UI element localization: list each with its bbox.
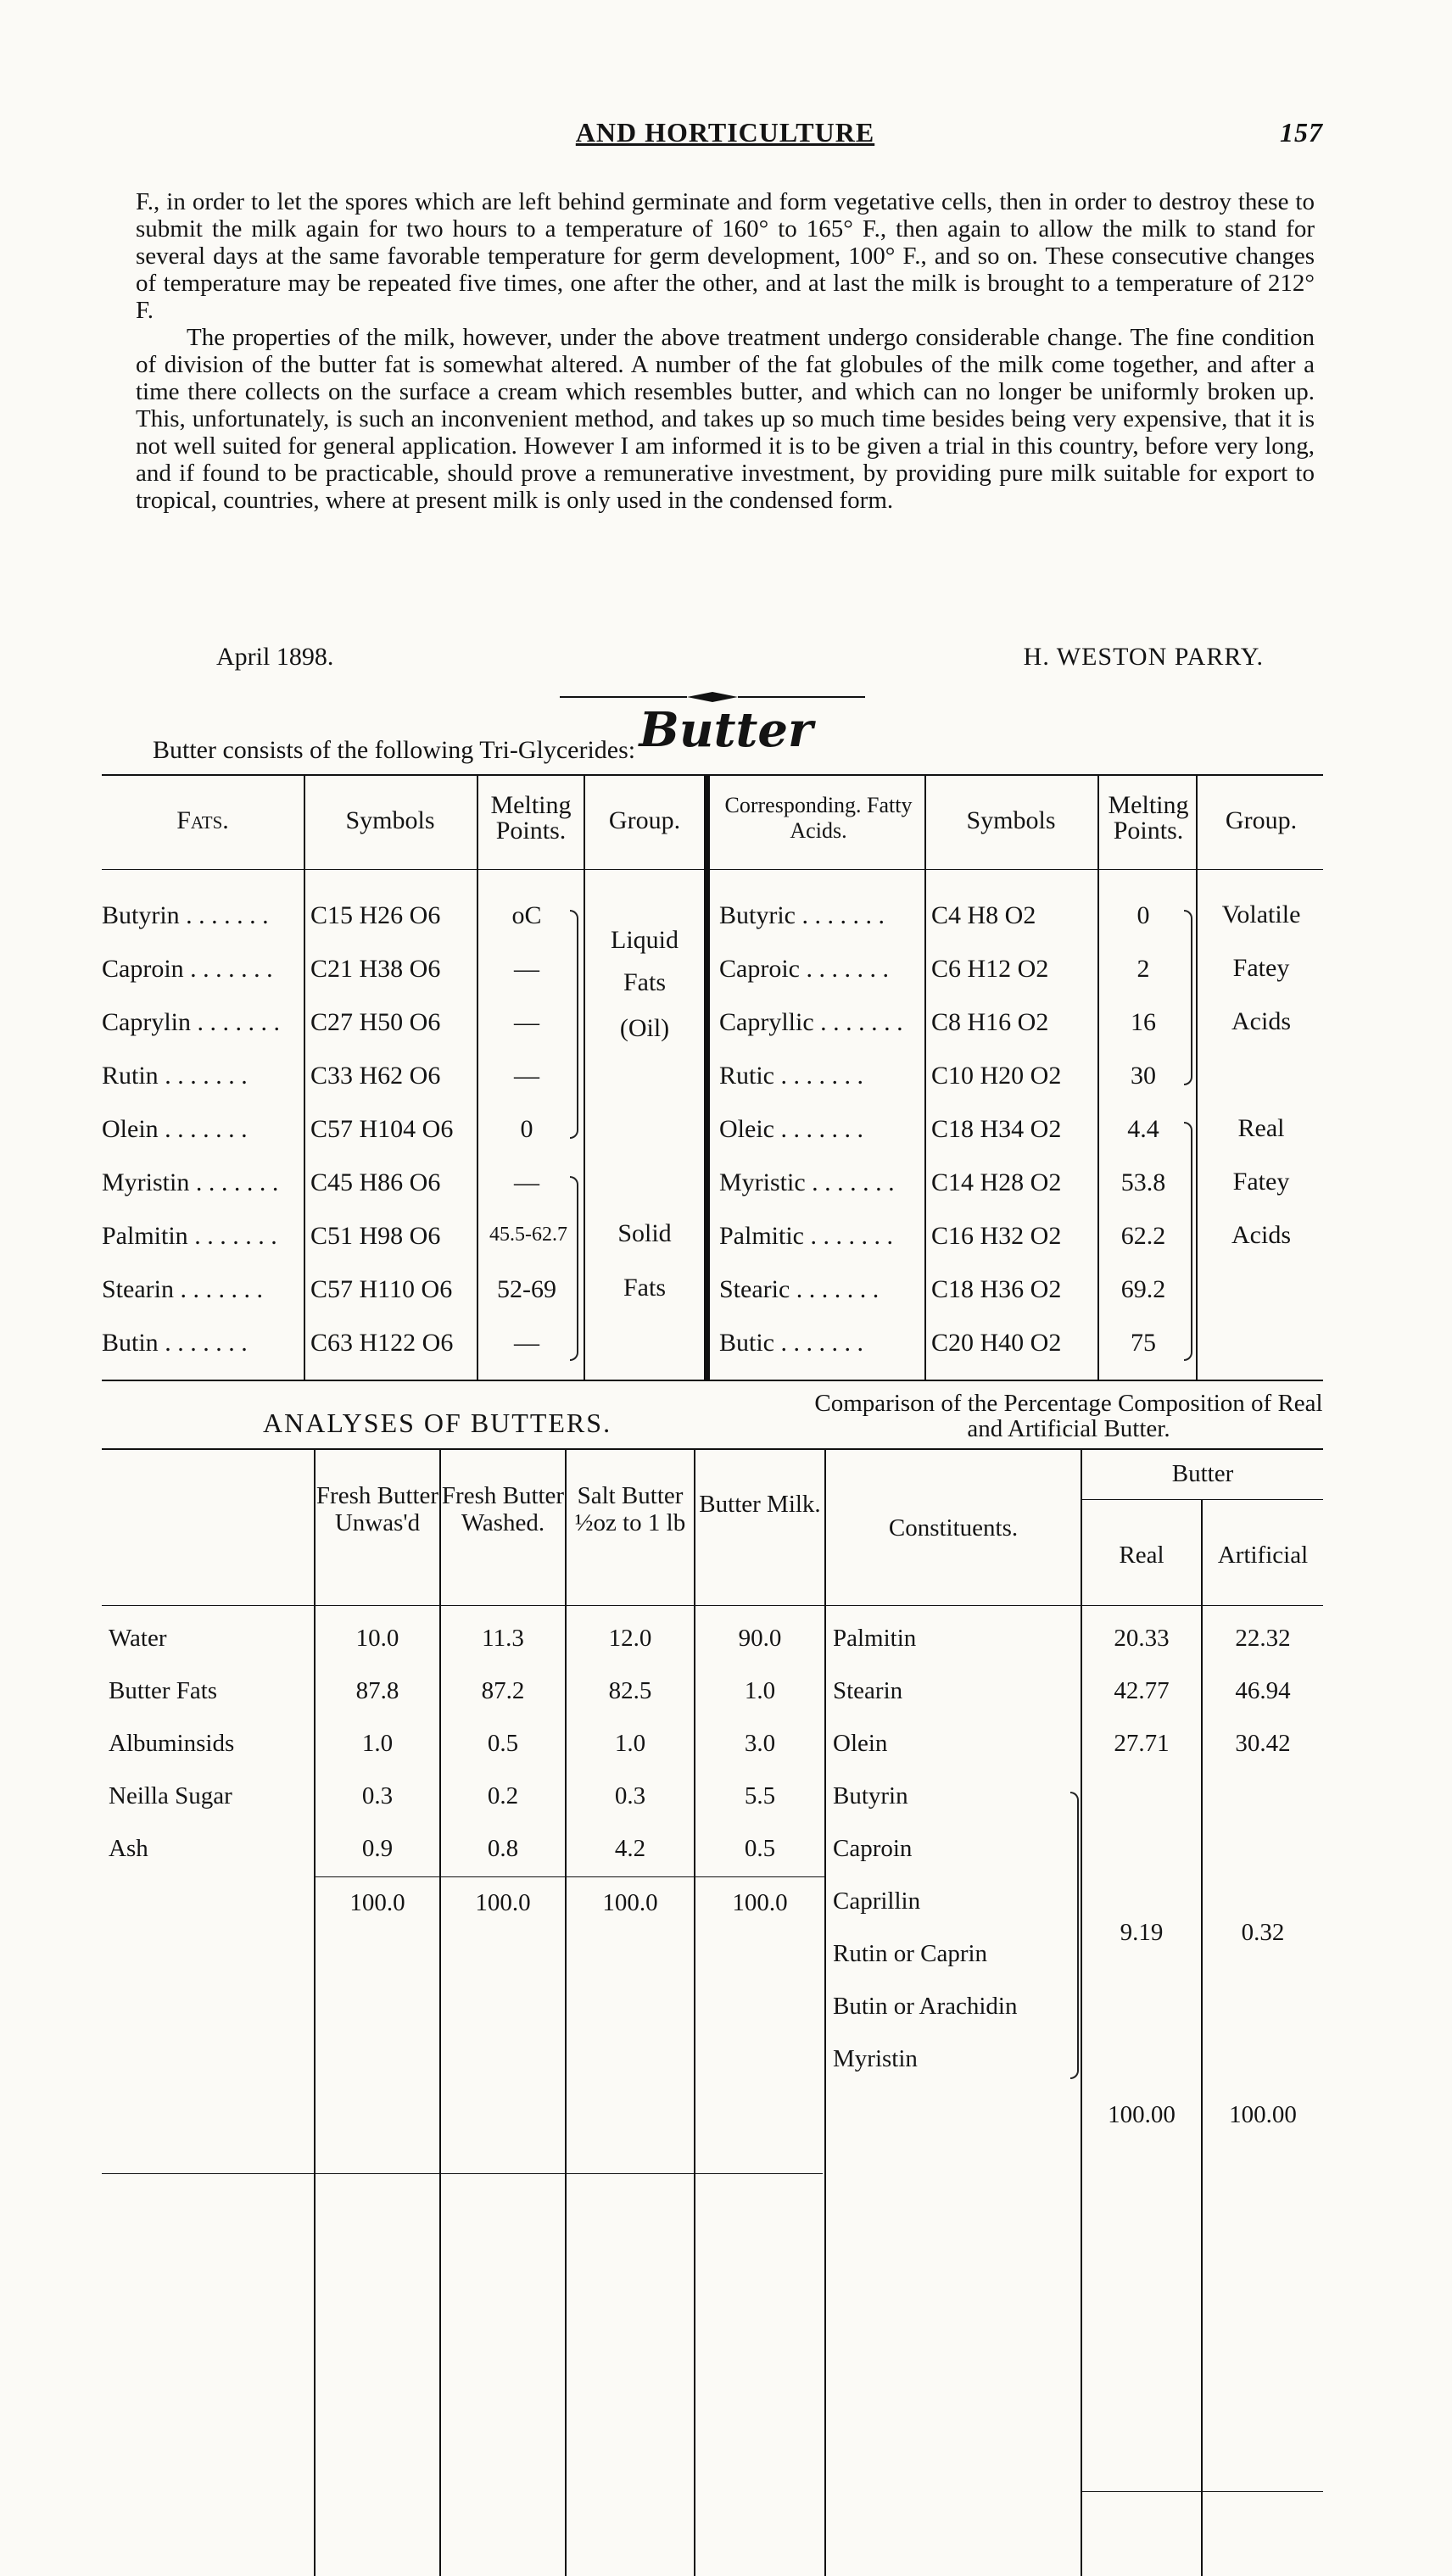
constituent-label: Olein — [833, 1730, 888, 1757]
acid-melting: 69.2 — [1120, 1275, 1166, 1303]
analysis-value: 87.8 — [355, 1677, 399, 1704]
header-butter: Butter — [1171, 1460, 1234, 1487]
total-rule — [316, 1876, 824, 1877]
analysis-total: 100.0 — [602, 1889, 658, 1916]
section-title: Butter — [639, 702, 813, 758]
group-solid-2: Fats — [623, 1274, 666, 1302]
fat-name: Myristin . . . — [102, 1168, 278, 1197]
fat-formula: C21 H38 O6 — [310, 955, 441, 983]
analysis-value: 0.8 — [487, 1835, 519, 1862]
acid-formula: C16 H32 O2 — [931, 1222, 1062, 1250]
table-rule — [102, 1380, 1323, 1381]
acid-melting: 4.4 — [1127, 1115, 1159, 1143]
acid-melting: 75 — [1131, 1329, 1156, 1357]
analysis-total: 100.0 — [732, 1889, 788, 1916]
column-rule — [477, 774, 478, 1380]
acid-name: Capryllic . . . — [719, 1008, 903, 1037]
artificial-value: 30.42 — [1235, 1730, 1291, 1757]
column-rule — [1201, 1499, 1203, 2576]
analysis-total: 100.0 — [349, 1889, 405, 1916]
group-volatile-2: Fatey — [1232, 954, 1290, 982]
group-real-1: Real — [1237, 1114, 1285, 1142]
analysis-value: 1.0 — [744, 1677, 776, 1704]
header-acid-symbols: Symbols — [966, 806, 1056, 834]
column-rule — [1196, 774, 1198, 1380]
ornament-divider-icon — [560, 692, 865, 702]
triglyceride-table — [102, 774, 1323, 1383]
constituent-label: Butin or Arachidin — [833, 1993, 1018, 2020]
grouped-real: 9.19 — [1120, 1919, 1164, 1946]
header-salt-butter: Salt Butter ½oz to 1 lb — [574, 1482, 686, 1536]
column-rule — [314, 1448, 316, 2576]
group-real-3: Acids — [1231, 1221, 1291, 1249]
column-rule — [565, 1448, 567, 2576]
comparison-title: Comparison of the Percentage Composition of Real and Artificial Butter. — [814, 1390, 1323, 1442]
acid-formula: C4 H8 O2 — [931, 901, 1036, 929]
analysis-value: 0.5 — [487, 1730, 519, 1757]
fat-name: Butyrin . . . — [102, 901, 269, 930]
table-rule — [102, 1448, 1323, 1450]
fat-name: Palmitin . . . — [102, 1222, 277, 1251]
fat-melting: 0 — [520, 1115, 533, 1143]
acid-melting: 53.8 — [1120, 1168, 1166, 1196]
brace-volatile — [1184, 910, 1192, 1085]
fat-formula: C57 H110 O6 — [310, 1275, 453, 1303]
analysis-value: 90.0 — [738, 1625, 782, 1652]
group-volatile-1: Volatile — [1221, 900, 1301, 928]
acid-name: Oleic . . . — [719, 1115, 863, 1144]
constituent-label: Rutin or Caprin — [833, 1940, 988, 1967]
analysis-value: 11.3 — [482, 1625, 524, 1652]
analysis-value: 4.2 — [614, 1835, 646, 1862]
analysis-value: 1.0 — [361, 1730, 394, 1757]
fat-formula: C27 H50 O6 — [310, 1008, 441, 1036]
analysis-value: 0.2 — [487, 1782, 519, 1809]
table-rule — [102, 2173, 823, 2174]
analysis-value: 0.5 — [744, 1835, 776, 1862]
fat-formula: C15 H26 O6 — [310, 901, 441, 929]
fat-melting: 45.5-62.7 — [489, 1224, 567, 1246]
header-fats: Fats. — [176, 806, 229, 834]
group-liquid-3: (Oil) — [619, 1014, 670, 1042]
analysis-value: 0.3 — [614, 1782, 646, 1809]
fat-melting: — — [514, 955, 539, 983]
column-rule — [1081, 1448, 1082, 2576]
fat-melting: — — [514, 1329, 539, 1357]
acid-formula: C20 H40 O2 — [931, 1329, 1062, 1357]
grouped-artificial: 0.32 — [1241, 1919, 1285, 1946]
fat-formula: C51 H98 O6 — [310, 1222, 441, 1250]
fat-name: Caprylin . . . — [102, 1008, 280, 1037]
analysis-label: Neilla Sugar — [109, 1782, 232, 1809]
body-text — [136, 188, 1315, 514]
signoff-author: H. WESTON PARRY. — [1023, 643, 1264, 671]
analysis-value: 10.0 — [355, 1625, 399, 1652]
fat-name: Butin . . . — [102, 1329, 248, 1358]
group-liquid-2: Fats — [623, 968, 666, 996]
paragraph-2: The properties of the milk, however, under the above treatment undergo considerable change. The fine condition of division of the butter fat is somewhat altered. A number of the fat globules of the milk come together, and after a time there collects on the surface a cream which resembles butter, and which can no longer be uniformly broken up. This, unfortunately, is such an inconvenient method, and takes up so much time besides being very expensive, that it is not well suited for general application. However I am informed it is to be given a trial in this country, before very long, and if found to be practicable, should prove a remunerative investment, by providing pure milk suitable for export to tropical, countries, where at present milk is only used in the condensed form. — [136, 324, 1315, 514]
column-rule — [924, 774, 926, 1380]
analyses-title: ANALYSES OF BUTTERS. — [263, 1408, 612, 1438]
section-intro: Butter consists of the following Tri-Glycerides: — [153, 736, 636, 764]
acid-melting: 2 — [1136, 955, 1150, 983]
fat-name: Caproin . . . — [102, 955, 273, 984]
total-real: 100.00 — [1108, 2101, 1176, 2128]
fat-formula: C45 H86 O6 — [310, 1168, 441, 1196]
constituent-label: Stearin — [833, 1677, 903, 1704]
analysis-label: Butter Fats — [109, 1677, 218, 1704]
acid-name: Myristic . . . — [719, 1168, 895, 1197]
analysis-value: 0.9 — [361, 1835, 394, 1862]
table-rule — [102, 774, 1323, 776]
acid-formula: C6 H12 O2 — [931, 955, 1049, 983]
header-real: Real — [1119, 1542, 1164, 1569]
fat-name: Olein . . . — [102, 1115, 248, 1144]
group-real-2: Fatey — [1232, 1168, 1290, 1196]
fat-melting: oC — [511, 901, 542, 929]
table-rule — [102, 869, 1323, 870]
brace-liquid — [570, 910, 578, 1139]
paragraph-1: F., in order to let the spores which are left behind germinate and form vegetative cells, then in order to destroy these to submit the milk again for two hours to a temperature of 160° to 165° F., then again to allow the milk to stand for several days at the same favorable temperature for germ development, 100° F., and so on. These consecutive changes of temperature may be repeated five times, one after the other, and at last the milk is brought to a temperature of 212° F. — [136, 188, 1315, 324]
group-solid-1: Solid — [617, 1219, 672, 1247]
signoff-date: April 1898. — [216, 643, 334, 671]
analysis-value: 82.5 — [608, 1677, 652, 1704]
fat-formula: C33 H62 O6 — [310, 1062, 441, 1090]
running-title: AND HORTICULTURE — [575, 117, 875, 148]
fat-melting: — — [514, 1008, 539, 1036]
constituent-label: Butyrin — [833, 1782, 908, 1809]
acid-name: Butyric . . . — [719, 901, 885, 930]
column-rule — [304, 774, 305, 1380]
analysis-value: 87.2 — [481, 1677, 525, 1704]
acid-formula: C18 H36 O2 — [931, 1275, 1062, 1303]
header-fresh-washed: Fresh Butter Washed. — [441, 1482, 565, 1536]
acid-formula: C10 H20 O2 — [931, 1062, 1062, 1090]
total-artificial: 100.00 — [1229, 2101, 1297, 2128]
real-value: 20.33 — [1114, 1625, 1170, 1652]
artificial-value: 46.94 — [1235, 1677, 1291, 1704]
analysis-value: 0.3 — [361, 1782, 394, 1809]
group-liquid-1: Liquid — [611, 926, 679, 954]
brace-solid — [570, 1176, 578, 1361]
analyses-table — [102, 1448, 1323, 2576]
header-acids: Corresponding. Fatty Acids. — [724, 793, 913, 843]
acid-formula: C18 H34 O2 — [931, 1115, 1062, 1143]
group-volatile-3: Acids — [1231, 1007, 1291, 1035]
acid-name: Rutic . . . — [719, 1062, 863, 1090]
acid-name: Butic . . . — [719, 1329, 863, 1358]
analysis-value: 1.0 — [614, 1730, 646, 1757]
real-value: 27.71 — [1114, 1730, 1170, 1757]
acid-formula: C14 H28 O2 — [931, 1168, 1062, 1196]
constituent-label: Palmitin — [833, 1625, 917, 1652]
brace-real — [1184, 1122, 1192, 1361]
table-rule — [102, 1605, 1323, 1606]
column-rule-thick — [704, 774, 710, 1380]
acid-formula: C8 H16 O2 — [931, 1008, 1049, 1036]
fat-formula: C63 H122 O6 — [310, 1329, 454, 1357]
column-rule — [694, 1448, 695, 2576]
constituent-label: Caproin — [833, 1835, 913, 1862]
running-head — [127, 117, 1323, 151]
header-group: Group. — [608, 806, 681, 834]
column-rule — [824, 1448, 826, 2576]
acid-melting: 0 — [1136, 901, 1150, 929]
fat-name: Rutin . . . — [102, 1062, 248, 1090]
header-fresh-unwashed: Fresh Butter Unwas'd — [316, 1482, 439, 1536]
acid-name: Caproic . . . — [719, 955, 889, 984]
analysis-value: 12.0 — [608, 1625, 652, 1652]
analysis-value: 5.5 — [744, 1782, 776, 1809]
brace-grouped — [1070, 1792, 1079, 2079]
fat-formula: C57 H104 O6 — [310, 1115, 454, 1143]
acid-melting: 30 — [1131, 1062, 1156, 1090]
header-acid-melting: Melting Points. — [1108, 791, 1189, 845]
analysis-label: Albuminsids — [109, 1730, 235, 1757]
page-number: 157 — [1280, 117, 1323, 148]
column-rule — [439, 1448, 441, 2576]
header-artificial: Artificial — [1217, 1542, 1309, 1569]
analysis-value: 3.0 — [744, 1730, 776, 1757]
acid-melting: 62.2 — [1120, 1222, 1166, 1250]
fat-melting: — — [514, 1062, 539, 1090]
signoff — [136, 643, 1315, 677]
acid-name: Stearic . . . — [719, 1275, 879, 1304]
header-symbols: Symbols — [345, 806, 435, 834]
constituent-label: Myristin — [833, 2045, 918, 2072]
header-constituents: Constituents. — [888, 1514, 1019, 1542]
fat-melting: — — [514, 1168, 539, 1196]
analysis-label: Water — [109, 1625, 167, 1652]
artificial-value: 22.32 — [1235, 1625, 1291, 1652]
fat-name: Stearin . . . — [102, 1275, 263, 1304]
analysis-total: 100.0 — [475, 1889, 531, 1916]
constituent-label: Caprillin — [833, 1887, 921, 1915]
analysis-label: Ash — [109, 1835, 148, 1862]
real-value: 42.77 — [1114, 1677, 1170, 1704]
header-acid-group: Group. — [1225, 806, 1298, 834]
acid-melting: 16 — [1131, 1008, 1156, 1036]
fat-melting: 52-69 — [497, 1275, 556, 1303]
header-melting: Melting Points. — [490, 791, 572, 845]
column-rule — [1097, 774, 1099, 1380]
acid-name: Palmitic . . . — [719, 1222, 893, 1251]
header-butter-milk: Butter Milk. — [699, 1491, 821, 1518]
